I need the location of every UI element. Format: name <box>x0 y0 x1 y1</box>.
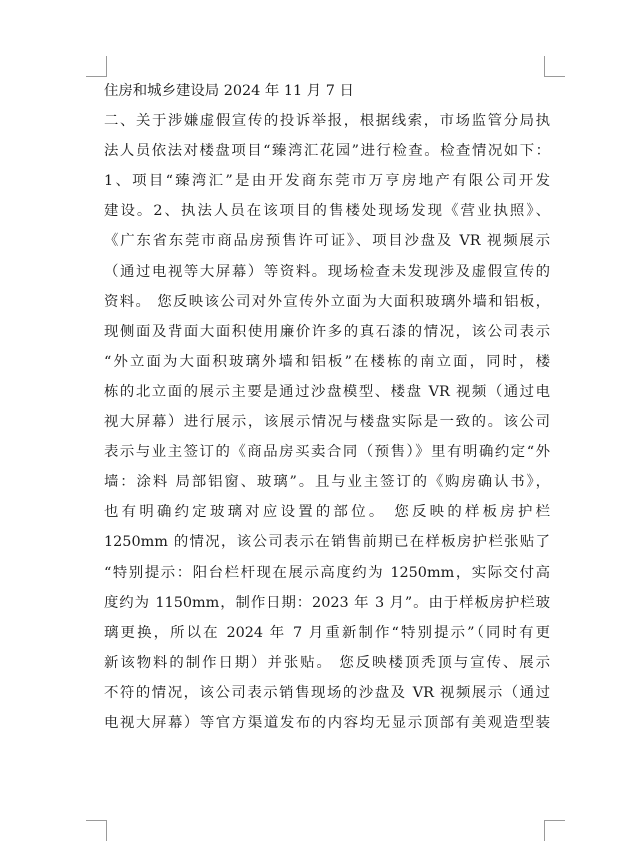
text-line: 法人员依法对楼盘项目“臻湾汇花园”进行检查。检查情况如下： <box>104 143 550 160</box>
text-line: 资料。 您反映该公司对外宣传外立面为大面积玻璃外墙和铝板， <box>104 293 550 310</box>
text-line: 也有明确约定玻璃对应设置的部位。 您反映的样板房护栏 <box>104 504 550 521</box>
text-line: （通过电视等大屏幕）等资料。现场检查未发现涉及虚假宣传的 <box>104 263 550 280</box>
text-line: 1、项目“臻湾汇”是由开发商东莞市万亨房地产有限公司开发 <box>104 173 550 190</box>
margin-corner-bottom-left <box>86 820 107 841</box>
text-line: 住房和城乡建设局 2024 年 11 月 7 日 <box>104 83 354 99</box>
text-line: 视大屏幕）进行展示，该展示情况与楼盘实际是一致的。该公司 <box>104 414 550 431</box>
text-line: 度约为 1150mm，制作日期：2023 年 3 月”。由于样板房护栏玻 <box>104 594 550 611</box>
text-line: 璃更换，所以在 2024 年 7 月重新制作“特别提示”（同时有更 <box>104 624 550 641</box>
text-line: 不符的情况，该公司表示销售现场的沙盘及 VR 视频展示（通过 <box>104 684 550 701</box>
margin-corner-top-left <box>86 56 107 77</box>
text-line: 电视大屏幕）等官方渠道发布的内容均无显示顶部有美观造型装 <box>104 714 550 731</box>
margin-corner-top-right <box>544 56 565 77</box>
text-line: 1250mm 的情况，该公司表示在销售前期已在样板房护栏张贴了 <box>104 534 550 551</box>
text-line: 表示与业主签订的《商品房买卖合同（预售）》里有明确约定“外 <box>104 444 550 461</box>
text-line: “外立面为大面积玻璃外墙和铝板”在楼栋的南立面，同时，楼 <box>104 353 550 370</box>
text-line: 现侧面及背面大面积使用廉价许多的真石漆的情况，该公司表示 <box>104 323 550 340</box>
margin-corner-bottom-right <box>544 820 565 841</box>
text-line: 二、关于涉嫌虚假宣传的投诉举报，根据线索，市场监管分局执 <box>104 113 550 130</box>
document-body <box>104 76 550 738</box>
text-line: “特别提示：阳台栏杆现在展示高度约为 1250mm，实际交付高 <box>104 564 550 581</box>
text-line: 新该物料的制作日期）并张贴。 您反映楼顶秃顶与宣传、展示 <box>104 654 550 671</box>
text-line: 栋的北立面的展示主要是通过沙盘模型、楼盘 VR 视频（通过电 <box>104 383 550 400</box>
text-line: 《广东省东莞市商品房预售许可证》、项目沙盘及 VR 视频展示 <box>104 233 550 250</box>
text-line: 建设。2、执法人员在该项目的售楼处现场发现《营业执照》、 <box>104 203 550 220</box>
text-line: 墙：涂料 局部铝窗、玻璃”。且与业主签订的《购房确认书》， <box>104 474 550 491</box>
